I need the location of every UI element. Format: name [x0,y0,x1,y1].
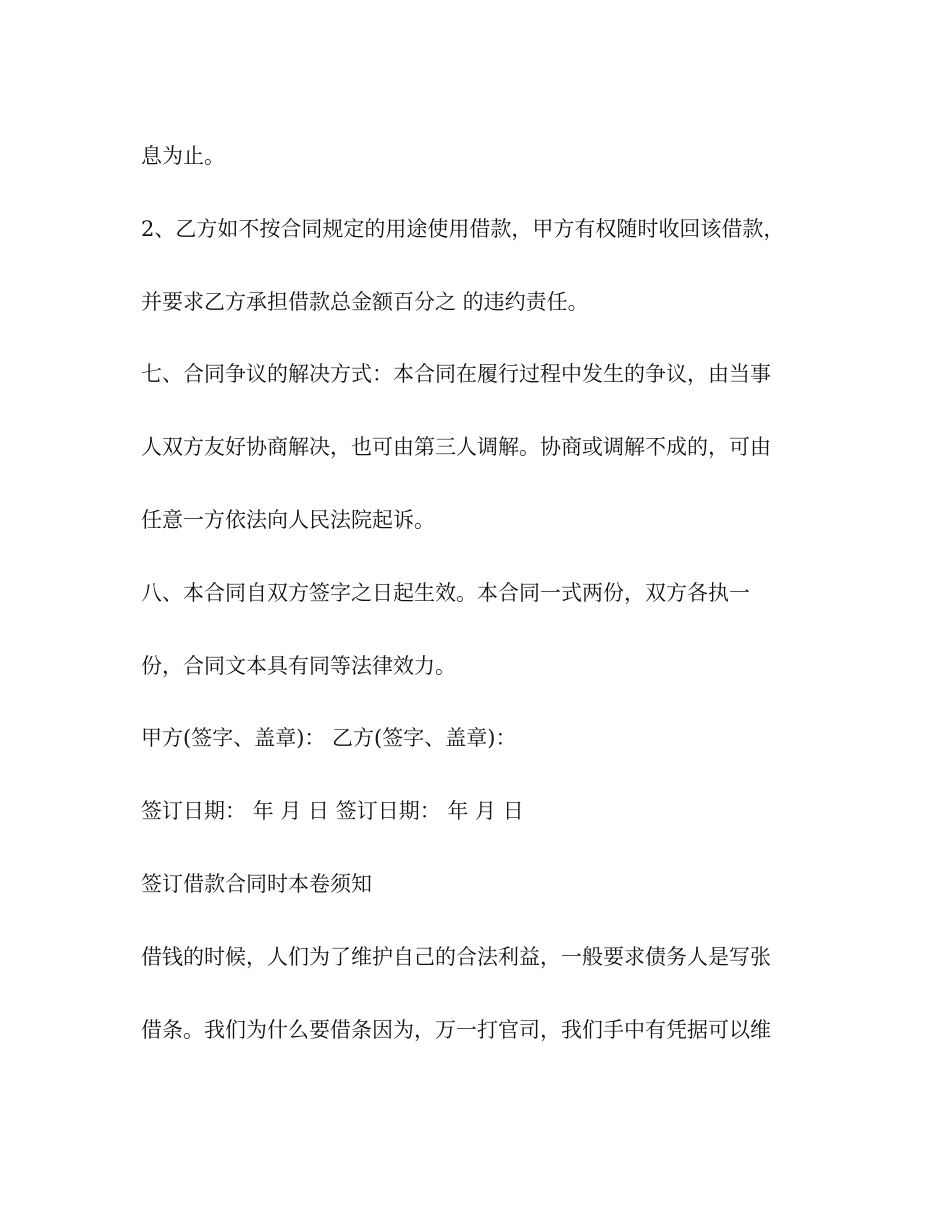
text-line-1: 息为止。 [141,144,225,168]
text-line-4: 七、合同争议的解决方式：本合同在履行过程中发生的争议，由当事 [141,362,771,386]
text-line-5: 人双方友好协商解决，也可由第三人调解。协商或调解不成的，可由 [141,435,771,459]
section-heading: 签订借款合同时本卷须知 [141,872,372,896]
text-line-2: 2、乙方如不按合同规定的用途使用借款，甲方有权随时收回该借款， [141,217,785,241]
text-line-3: 并要求乙方承担借款总金额百分之 的违约责任。 [141,290,589,314]
text-line-6: 任意一方依法向人民法院起诉。 [141,508,435,532]
text-line-13: 借条。我们为什么要借条因为，万一打官司，我们手中有凭据可以维 [141,1018,771,1042]
text-line-8: 份，合同文本具有同等法律效力。 [141,654,456,678]
signature-line: 甲方(签字、盖章)： 乙方(签字、盖章)： [141,726,517,750]
date-line: 签订日期： 年 月 日 签订日期： 年 月 日 [141,799,524,823]
text-line-7: 八、本合同自双方签字之日起生效。本合同一式两份，双方各执一 [141,581,750,605]
text-line-12: 借钱的时候，人们为了维护自己的合法利益，一般要求债务人是写张 [141,945,771,969]
